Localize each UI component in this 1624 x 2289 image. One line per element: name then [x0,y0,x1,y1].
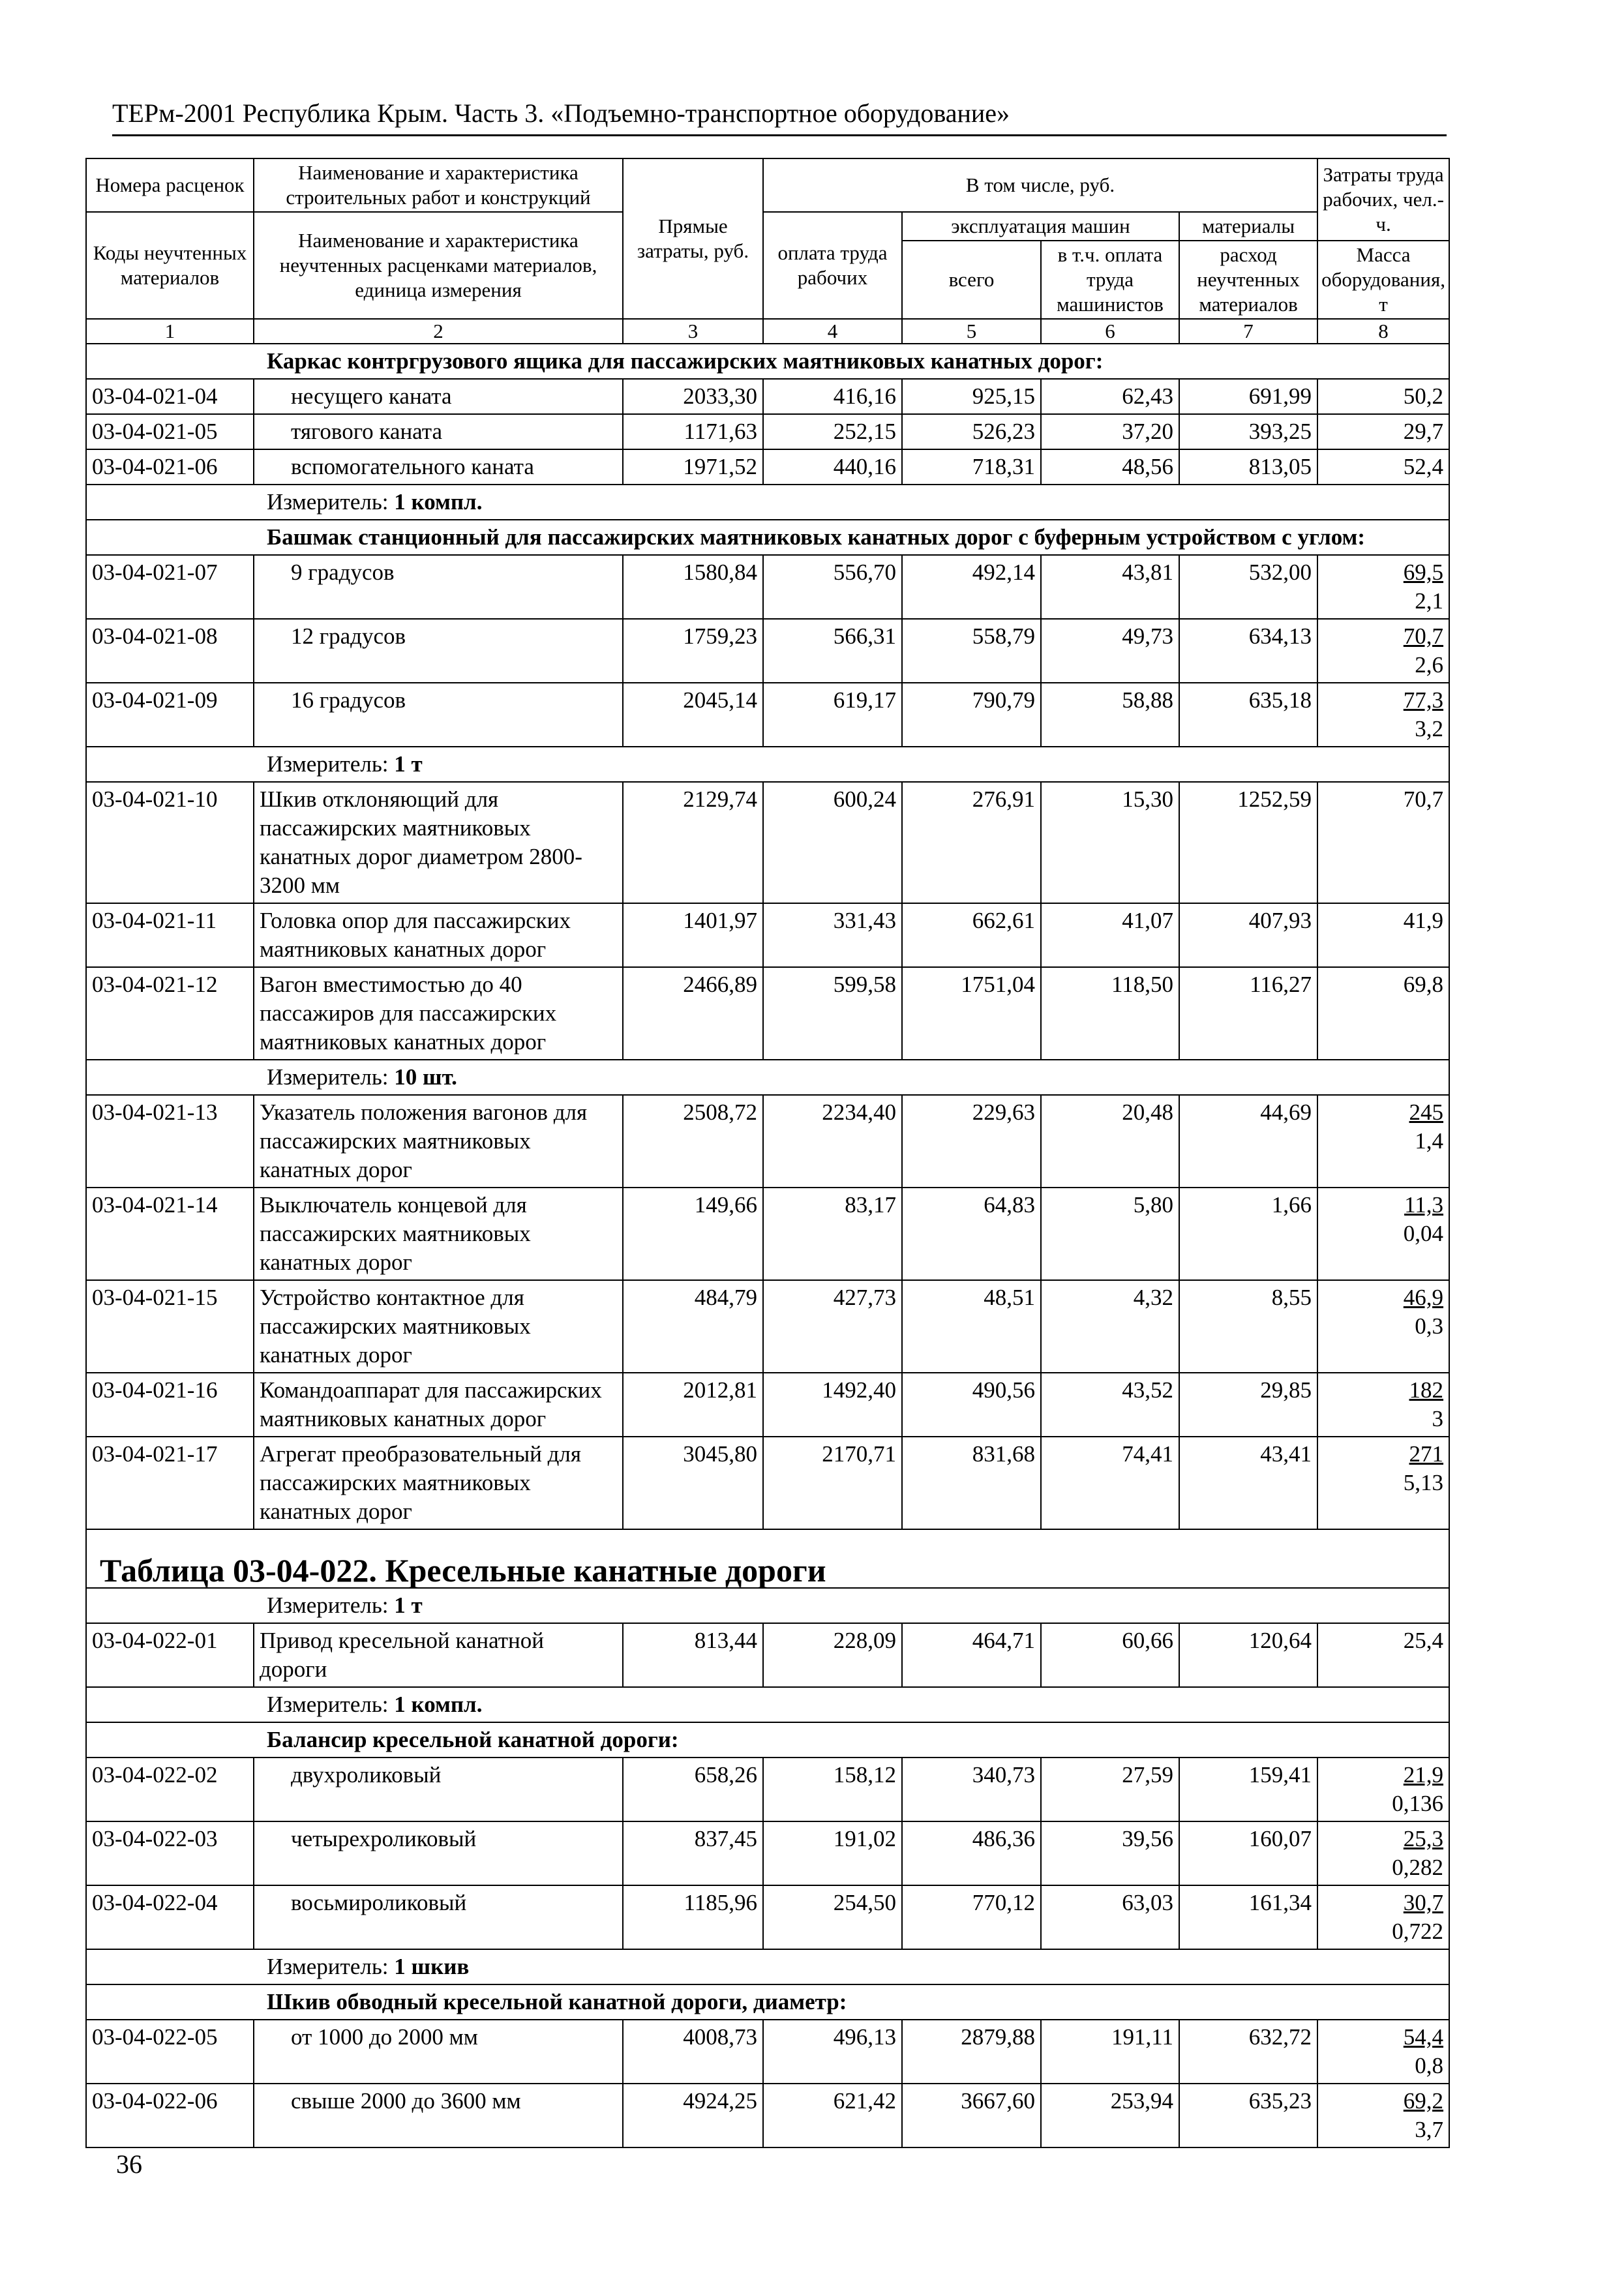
rates-table-wrapper [85,158,1449,2148]
labor-pay: 191,02 [763,1821,902,1885]
rate-name: Устройство контактное для пассажирских маятниковых канатных дорог [254,1280,623,1373]
direct-costs: 658,26 [623,1758,763,1821]
col-material-codes: Коды неучтенных материалов [86,212,254,319]
labor-hours: 52,4 [1317,449,1449,485]
labor-pay: 566,31 [763,619,902,683]
materials: 393,25 [1179,414,1317,449]
machinist-pay: 118,50 [1041,967,1179,1060]
rate-name: несущего каната [254,379,623,414]
rate-name: 9 градусов [254,555,623,619]
measure-row [86,747,1449,782]
measure-label: Измеритель: [267,1064,389,1090]
col-unaccounted-materials: расход неучтенных материалов [1179,241,1317,319]
equipment-mass: 0,282 [1392,1855,1444,1880]
rate-code: 03-04-021-09 [86,683,254,747]
rate-code: 03-04-021-16 [86,1373,254,1437]
rate-code: 03-04-021-07 [86,555,254,619]
machinist-pay: 37,20 [1041,414,1179,449]
table-row [86,1885,1449,1949]
column-number: 1 [86,319,254,344]
rate-name: Вагон вместимостью до 40 пассажиров для пассажирских маятниковых канатных дорог [254,967,623,1060]
materials: 532,00 [1179,555,1317,619]
direct-costs: 1580,84 [623,555,763,619]
rate-name: Выключатель концевой для пассажирских маятниковых канатных дорог [254,1188,623,1280]
direct-costs: 1759,23 [623,619,763,683]
measure-row [86,485,1449,520]
equipment-mass: 0,722 [1392,1919,1444,1944]
materials: 1252,59 [1179,782,1317,903]
rate-name: восьмироликовый [254,1885,623,1949]
machines-total: 486,36 [902,1821,1041,1885]
rate-code: 03-04-021-04 [86,379,254,414]
machines-total: 276,91 [902,782,1041,903]
page-number: 36 [116,2149,142,2179]
measure-unit: 1 т [394,1593,423,1618]
labor-hours-cell [1317,1188,1449,1280]
machinist-pay: 20,48 [1041,1095,1179,1188]
rate-name: Агрегат преобразовательный для пассажирских маятниковых канатных дорог [254,1437,623,1529]
labor-hours-cell [1317,619,1449,683]
table-row [86,782,1449,903]
table-row [86,555,1449,619]
machines-total: 64,83 [902,1188,1041,1280]
measure-unit: 10 шт. [394,1064,457,1090]
labor-hours: 69,8 [1317,967,1449,1060]
rate-name: 12 градусов [254,619,623,683]
labor-hours: 11,3 [1404,1192,1444,1218]
labor-hours: 182 [1409,1377,1444,1403]
table-title: Таблица 03-04-022. Кресельные канатные дороги [86,1529,1449,1588]
materials: 635,18 [1179,683,1317,747]
labor-pay: 83,17 [763,1188,902,1280]
rate-code: 03-04-022-05 [86,2020,254,2084]
rate-name: 16 градусов [254,683,623,747]
rate-name: Указатель положения вагонов для пассажирских маятниковых канатных дорог [254,1095,623,1188]
section-row [86,1984,1449,2020]
rate-code: 03-04-021-14 [86,1188,254,1280]
column-number: 6 [1041,319,1179,344]
labor-pay: 254,50 [763,1885,902,1949]
labor-hours-cell [1317,1095,1449,1188]
table-header [86,158,1449,344]
equipment-mass: 3 [1432,1406,1444,1431]
labor-hours-cell [1317,1373,1449,1437]
machines-total: 831,68 [902,1437,1041,1529]
table-row [86,2084,1449,2147]
machinist-pay: 15,30 [1041,782,1179,903]
direct-costs: 1185,96 [623,1885,763,1949]
table-row [86,1623,1449,1687]
machines-total: 558,79 [902,619,1041,683]
table-body [86,344,1449,2147]
measure-row [86,1687,1449,1722]
machines-total: 3667,60 [902,2084,1041,2147]
rate-code: 03-04-021-08 [86,619,254,683]
section-row [86,520,1449,555]
section-title: Башмак станционный для пассажирских маятниковых канатных дорог с буферным устройством с углом: [86,520,1449,555]
machines-total: 662,61 [902,903,1041,967]
machinist-pay: 63,03 [1041,1885,1179,1949]
machinist-pay: 43,81 [1041,555,1179,619]
materials: 635,23 [1179,2084,1317,2147]
table-row [86,449,1449,485]
measure-row [86,1588,1449,1623]
machinist-pay: 58,88 [1041,683,1179,747]
measure-row [86,1949,1449,1984]
machinist-pay: 5,80 [1041,1188,1179,1280]
column-number: 3 [623,319,763,344]
rate-name: Головка опор для пассажирских маятниковых канатных дорог [254,903,623,967]
labor-pay: 228,09 [763,1623,902,1687]
labor-pay: 599,58 [763,967,902,1060]
section-title: Каркас контргрузового ящика для пассажирских маятниковых канатных дорог: [86,344,1449,379]
table-title-row [86,1529,1449,1588]
labor-hours-cell [1317,2084,1449,2147]
labor-hours: 54,4 [1403,2024,1444,2050]
equipment-mass: 5,13 [1403,1470,1444,1495]
labor-hours: 70,7 [1317,782,1449,903]
machinist-pay: 74,41 [1041,1437,1179,1529]
rate-code: 03-04-022-06 [86,2084,254,2147]
measure-row [86,1060,1449,1095]
materials: 44,69 [1179,1095,1317,1188]
col-group-including: В том числе, руб. [763,158,1317,212]
materials: 634,13 [1179,619,1317,683]
col-material-name: Наименование и характеристика неучтенных расценками материалов, единица измерения [254,212,623,319]
labor-hours: 70,7 [1403,623,1444,649]
labor-hours-cell [1317,2020,1449,2084]
col-group-materials: материалы [1179,212,1317,241]
labor-hours: 69,2 [1403,2088,1444,2114]
materials: 691,99 [1179,379,1317,414]
table-row [86,967,1449,1060]
col-equipment-mass: Масса оборудования, т [1317,241,1449,319]
machines-total: 770,12 [902,1885,1041,1949]
direct-costs: 3045,80 [623,1437,763,1529]
materials: 8,55 [1179,1280,1317,1373]
materials: 1,66 [1179,1188,1317,1280]
machinist-pay: 48,56 [1041,449,1179,485]
materials: 29,85 [1179,1373,1317,1437]
equipment-mass: 2,1 [1415,588,1444,614]
rate-name: вспомогательного каната [254,449,623,485]
machines-total: 526,23 [902,414,1041,449]
table-row [86,1437,1449,1529]
labor-pay: 427,73 [763,1280,902,1373]
rate-code: 03-04-022-02 [86,1758,254,1821]
labor-hours: 69,5 [1403,560,1444,585]
direct-costs: 2508,72 [623,1095,763,1188]
machines-total: 925,15 [902,379,1041,414]
rate-code: 03-04-021-05 [86,414,254,449]
rate-code: 03-04-021-17 [86,1437,254,1529]
labor-hours-cell [1317,1821,1449,1885]
equipment-mass: 0,136 [1392,1791,1444,1816]
labor-hours: 25,3 [1403,1826,1444,1851]
materials: 43,41 [1179,1437,1317,1529]
table-row [86,903,1449,967]
materials: 632,72 [1179,2020,1317,2084]
rate-code: 03-04-022-03 [86,1821,254,1885]
labor-pay: 600,24 [763,782,902,903]
rate-code: 03-04-021-11 [86,903,254,967]
direct-costs: 149,66 [623,1188,763,1280]
direct-costs: 2045,14 [623,683,763,747]
labor-pay: 331,43 [763,903,902,967]
equipment-mass: 0,3 [1415,1313,1444,1339]
equipment-mass: 0,8 [1415,2053,1444,2078]
direct-costs: 4008,73 [623,2020,763,2084]
section-row [86,344,1449,379]
direct-costs: 2033,30 [623,379,763,414]
column-number: 7 [1179,319,1317,344]
rate-name: Командоаппарат для пассажирских маятниковых канатных дорог [254,1373,623,1437]
direct-costs: 813,44 [623,1623,763,1687]
labor-hours-cell [1317,683,1449,747]
table-row [86,619,1449,683]
labor-pay: 556,70 [763,555,902,619]
rates-table [85,158,1450,2148]
direct-costs: 2466,89 [623,967,763,1060]
rate-code: 03-04-021-10 [86,782,254,903]
labor-hours: 245 [1409,1100,1444,1125]
rate-code: 03-04-022-01 [86,1623,254,1687]
col-labor-pay: оплата труда рабочих [763,212,902,319]
materials: 407,93 [1179,903,1317,967]
equipment-mass: 0,04 [1403,1221,1444,1246]
machines-total: 229,63 [902,1095,1041,1188]
col-direct-costs: Прямые затраты, руб. [623,158,763,319]
rate-code: 03-04-022-04 [86,1885,254,1949]
table-row [86,1188,1449,1280]
measure-unit: 1 шкив [394,1954,470,1979]
machinist-pay: 27,59 [1041,1758,1179,1821]
col-machinist-pay: в т.ч. оплата труда машинистов [1041,241,1179,319]
measure-label: Измеритель: [267,1593,389,1618]
labor-pay: 2170,71 [763,1437,902,1529]
col-machines-total: всего [902,241,1041,319]
labor-pay: 158,12 [763,1758,902,1821]
machinist-pay: 39,56 [1041,1821,1179,1885]
materials: 813,05 [1179,449,1317,485]
machinist-pay: 4,32 [1041,1280,1179,1373]
section-title: Шкив обводный кресельной канатной дороги, диаметр: [86,1984,1449,2020]
labor-hours: 21,9 [1403,1762,1444,1788]
direct-costs: 484,79 [623,1280,763,1373]
table-row [86,683,1449,747]
materials: 160,07 [1179,1821,1317,1885]
rate-name: тягового каната [254,414,623,449]
rate-name: четырехроликовый [254,1821,623,1885]
machinist-pay: 62,43 [1041,379,1179,414]
materials: 161,34 [1179,1885,1317,1949]
labor-hours-cell [1317,1885,1449,1949]
measure-label: Измеритель: [267,1692,389,1717]
labor-hours: 41,9 [1317,903,1449,967]
machinist-pay: 253,94 [1041,2084,1179,2147]
measure-unit: 1 компл. [394,489,483,515]
equipment-mass: 3,2 [1415,716,1444,741]
rate-name: от 1000 до 2000 мм [254,2020,623,2084]
table-row [86,1373,1449,1437]
machinist-pay: 49,73 [1041,619,1179,683]
machines-total: 464,71 [902,1623,1041,1687]
machines-total: 790,79 [902,683,1041,747]
running-header: ТЕРм-2001 Республика Крым. Часть 3. «Подъемно-транспортное оборудование» [112,97,1447,136]
machines-total: 490,56 [902,1373,1041,1437]
rate-code: 03-04-021-06 [86,449,254,485]
materials: 159,41 [1179,1758,1317,1821]
labor-pay: 496,13 [763,2020,902,2084]
machinist-pay: 60,66 [1041,1623,1179,1687]
direct-costs: 837,45 [623,1821,763,1885]
equipment-mass: 3,7 [1415,2117,1444,2142]
machinist-pay: 191,11 [1041,2020,1179,2084]
labor-hours-cell [1317,1280,1449,1373]
section-row [86,1722,1449,1758]
machines-total: 340,73 [902,1758,1041,1821]
direct-costs: 1971,52 [623,449,763,485]
direct-costs: 1401,97 [623,903,763,967]
col-group-machines: эксплуатация машин [902,212,1179,241]
rate-code: 03-04-021-15 [86,1280,254,1373]
labor-hours: 50,2 [1317,379,1449,414]
section-title: Балансир кресельной канатной дороги: [86,1722,1449,1758]
labor-hours: 30,7 [1403,1890,1444,1915]
table-row [86,414,1449,449]
labor-pay: 440,16 [763,449,902,485]
machines-total: 2879,88 [902,2020,1041,2084]
labor-hours: 271 [1409,1441,1444,1467]
materials: 116,27 [1179,967,1317,1060]
measure-label: Измеритель: [267,751,389,777]
direct-costs: 2012,81 [623,1373,763,1437]
machinist-pay: 43,52 [1041,1373,1179,1437]
measure-unit: 1 т [394,751,423,777]
labor-pay: 252,15 [763,414,902,449]
direct-costs: 2129,74 [623,782,763,903]
labor-hours: 25,4 [1317,1623,1449,1687]
column-number: 2 [254,319,623,344]
machines-total: 48,51 [902,1280,1041,1373]
labor-pay: 2234,40 [763,1095,902,1188]
table-row [86,1758,1449,1821]
labor-hours: 46,9 [1403,1285,1444,1310]
table-row [86,1095,1449,1188]
table-row [86,2020,1449,2084]
rate-name: двухроликовый [254,1758,623,1821]
column-number: 4 [763,319,902,344]
labor-hours-cell [1317,555,1449,619]
labor-hours: 29,7 [1317,414,1449,449]
table-row [86,379,1449,414]
labor-pay: 1492,40 [763,1373,902,1437]
machines-total: 492,14 [902,555,1041,619]
rate-code: 03-04-021-13 [86,1095,254,1188]
measure-unit: 1 компл. [394,1692,483,1717]
col-rate-numbers: Номера расценок [86,158,254,212]
machines-total: 1751,04 [902,967,1041,1060]
column-number: 8 [1317,319,1449,344]
labor-pay: 619,17 [763,683,902,747]
direct-costs: 1171,63 [623,414,763,449]
col-work-name: Наименование и характеристика строительных работ и конструкций [254,158,623,212]
equipment-mass: 1,4 [1415,1128,1444,1154]
labor-pay: 416,16 [763,379,902,414]
column-number: 5 [902,319,1041,344]
materials: 120,64 [1179,1623,1317,1687]
rate-name: Привод кресельной канатной дороги [254,1623,623,1687]
labor-pay: 621,42 [763,2084,902,2147]
equipment-mass: 2,6 [1415,652,1444,678]
direct-costs: 4924,25 [623,2084,763,2147]
measure-label: Измеритель: [267,1954,389,1979]
machinist-pay: 41,07 [1041,903,1179,967]
labor-hours-cell [1317,1758,1449,1821]
col-labor-hours: Затраты труда рабочих, чел.-ч. [1317,158,1449,241]
labor-hours-cell [1317,1437,1449,1529]
machines-total: 718,31 [902,449,1041,485]
measure-label: Измеритель: [267,489,389,515]
rate-code: 03-04-021-12 [86,967,254,1060]
table-row [86,1821,1449,1885]
rate-name: свыше 2000 до 3600 мм [254,2084,623,2147]
rate-name: Шкив отклоняющий для пассажирских маятниковых канатных дорог диаметром 2800-3200 мм [254,782,623,903]
table-row [86,1280,1449,1373]
labor-hours: 77,3 [1403,687,1444,713]
